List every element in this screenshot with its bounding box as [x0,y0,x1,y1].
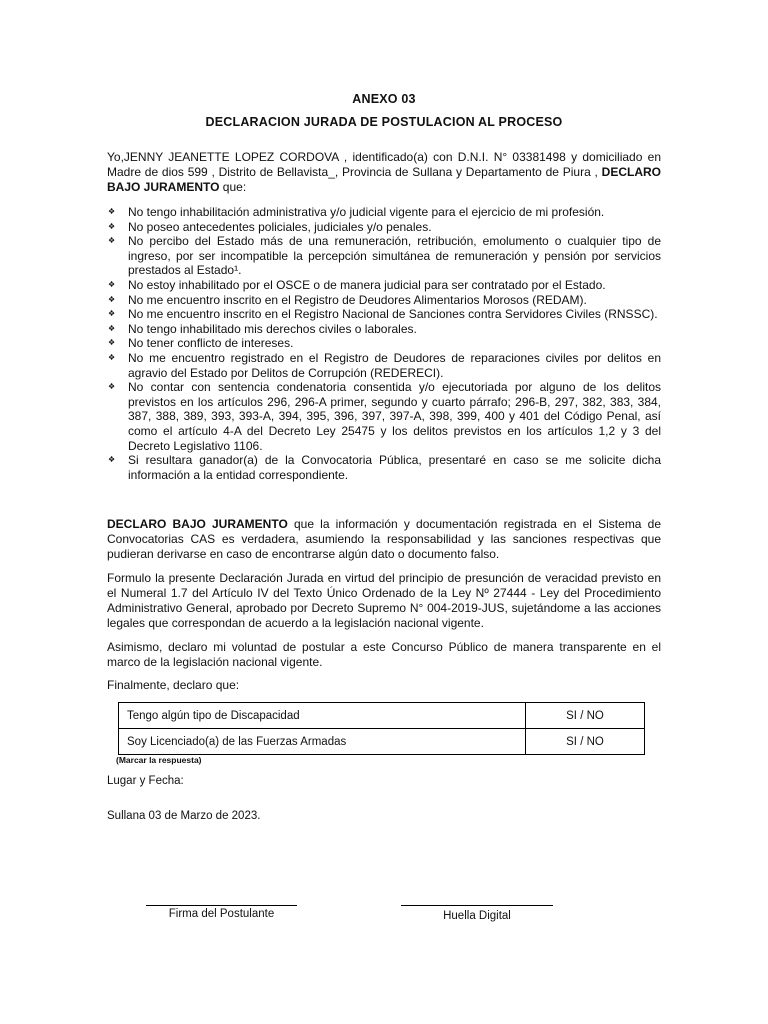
list-item-text: No poseo antecedentes policiales, judiciales y/o penales. [128,219,432,234]
list-item [107,278,661,293]
annex-number: ANEXO 03 [352,92,416,106]
list-item [107,380,661,453]
list-item [107,322,661,337]
intro-text-end: que: [219,180,247,194]
list-item [107,336,661,351]
list-item-text: No tener conflicto de intereses. [128,336,294,351]
diamond-bullet-icon: ❖ [108,236,116,246]
signature-line [146,905,297,906]
list-item-text: Si resultara ganador(a) de la Convocatoria Pública, presentaré en caso se me solicite dicha información a la entidad correspondiente. [128,453,661,482]
question-cell: Soy Licenciado(a) de las Fuerzas Armadas [119,729,526,755]
list-item [107,351,661,380]
question-cell: Tengo algún tipo de Discapacidad [119,703,526,729]
list-item-text: No percibo del Estado más de una remuneración, retribución, emolumento o cualquier tipo de ingreso, por ser incompatible la percepción simultánea de remuneración y pensión por servicios prestados al Estado¹. [128,234,661,278]
list-item [107,234,661,278]
intro-text: Yo,JENNY JEANETTE LOPEZ CORDOVA , identificado(a) con D.N.I. N° 03381498 y domiciliado en Madre de dios 599 , Distrito de Bellavista_, Provincia de Sullana y Departamento de Piura , [107,150,661,179]
intro-declaration-bold: DECLARO BAJO JURAMENTO [107,165,661,194]
place-date-label: Lugar y Fecha: [107,775,184,787]
table-note: (Marcar la respuesta) [116,755,202,765]
legal-basis-paragraph: Formulo la presente Declaración Jurada en virtud del principio de presunción de veracidad previsto en el Numeral 1.7 del Artículo IV del Texto Único Ordenado de la Ley Nº 27444 - Ley del Procedimiento Administrativo General, aprobado por Decreto Supremo N° 004-2019-JUS, sujetándome a las acciones legales que correspondan de acuerdo a la legislación nacional vigente. [107,571,661,630]
list-item-text: No me encuentro registrado en el Registro de Deudores de reparaciones civiles por delitos en agravio del Estado por Delitos de Corrupción (REDERECI). [128,350,661,380]
list-item-text: No tengo inhabilitado mis derechos civiles o laborales. [128,321,417,336]
willingness-paragraph: Asimismo, declaro mi voluntad de postular a este Concurso Público de manera transparente en el marco de la legislación nacional vigente. [107,640,661,669]
list-item-text: No contar con sentencia condenatoria consentida y/o ejecutoriada por alguno de los delitos previstos en los artículos 296, 296-A primer, segundo y cuarto párrafo; 296-B, 297, 382, 383, 384, 387, 388, 389, 393, 393-A, 394, 395, 396, 397, 397-A, 398, 399, 400 y 401 del Código Penal, así como el artículo 4-A del Decreto Ley 25475 y los delitos previstos en los artículos 1,2 y 3 del Decreto Legislativo 1106. [128,380,661,453]
list-item-text: No estoy inhabilitado por el OSCE o de manera judicial para ser contratado por el Estado. [128,277,606,292]
declaration-list [107,205,661,482]
list-item [107,293,661,308]
diamond-bullet-icon: ❖ [108,382,116,392]
diamond-bullet-icon: ❖ [108,207,116,216]
diamond-bullet-icon: ❖ [108,338,116,348]
fingerprint-line [401,905,553,906]
answer-table [118,702,645,755]
finally-paragraph: Finalmente, declaro que: [107,678,240,692]
diamond-bullet-icon: ❖ [108,323,116,333]
sworn-declaration-bold: DECLARO BAJO JURAMENTO [107,517,288,531]
diamond-bullet-icon: ❖ [108,352,116,362]
document-title: DECLARACION JURADA DE POSTULACION AL PROCESO [205,115,563,129]
sworn-declaration-text: que la información y documentación registrada en el Sistema de Convocatorias CAS es verdadera, asumiendo la responsabilidad y las sanciones respectivas que pudieran derivarse en caso de encontrarse algún dato o documento falso. [107,517,662,561]
answer-cell[interactable]: SI / NO [526,729,645,755]
list-item [107,307,661,322]
list-item-text: No tengo inhabilitación administrativa y/o judicial vigente para el ejercicio de mi profesión. [128,205,605,219]
diamond-bullet-icon: ❖ [108,221,116,231]
answer-cell[interactable]: SI / NO [526,703,645,729]
diamond-bullet-icon: ❖ [108,455,116,465]
place-date-value: Sullana 03 de Marzo de 2023. [107,810,261,822]
fingerprint-label: Huella Digital [443,910,511,922]
list-item [107,205,661,220]
list-item [107,453,661,482]
table-row [119,729,645,755]
intro-paragraph [107,150,661,195]
list-item [107,220,661,235]
signature-label: Firma del Postulante [168,908,275,920]
diamond-bullet-icon: ❖ [108,309,116,319]
sworn-declaration-paragraph [107,517,661,562]
diamond-bullet-icon: ❖ [108,294,116,304]
list-item-text: No me encuentro inscrito en el Registro Nacional de Sanciones contra Servidores Civiles (RNSSC). [128,307,658,322]
list-item-text: No me encuentro inscrito en el Registro de Deudores Alimentarios Morosos (REDAM). [128,292,587,307]
diamond-bullet-icon: ❖ [108,279,116,289]
table-row [119,703,645,729]
